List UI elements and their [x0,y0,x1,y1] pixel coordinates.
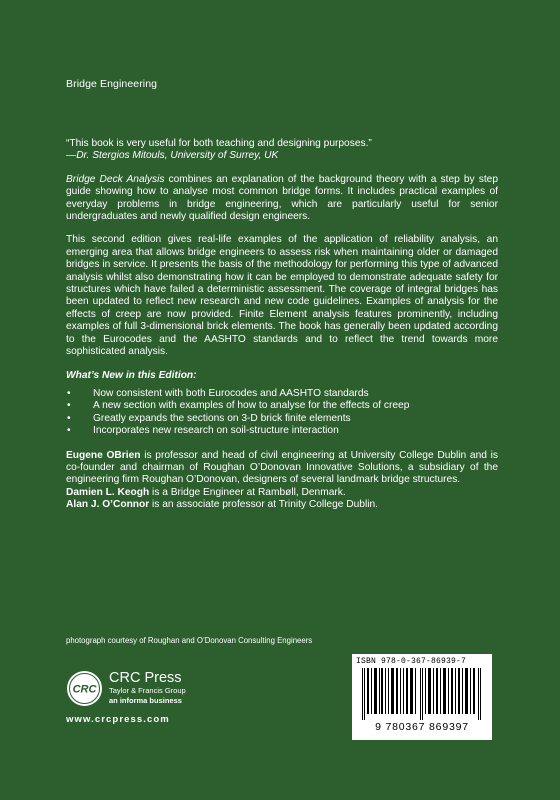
publisher-url: www.crcpress.com [66,714,170,725]
description-paragraph-1 [66,174,498,224]
bullet-icon: • [67,400,71,412]
description-paragraph-2: This second edition gives real-life examples of the application of reliability analysis, an emerging area that allows bridge engineers to assess risk when maintaining older or damaged bridges in service. It presents the basis of the methodology for performing this type of advanced analysis whilst also demonstrating how it can be employed to demonstrate adequate safety for structures which have failed a deterministic assessment. The coverage of integral bridges has been updated to reflect new research and new code guidelines. Examples of analysis for the effects of creep are now provided. Finite Element analysis features prominently, including examples of full 3-dimensional brick elements. The book has generally been updated according to the Eurocodes and the AASHTO standards and to reflect the trend towards more sophisticated analysis. [66,234,498,358]
publisher-tagline: an informa business [109,696,182,705]
crc-logo-icon [66,670,103,707]
list-item [66,400,498,412]
book-title-italic: Bridge Deck Analysis [66,173,165,185]
author-bio-text: is professor and head of civil engineering at University College Dublin and is co-founder and chairman of Roughan O’Donovan Innovative Solutions, a subsidiary of the engineering firm Roughan O’Donovan, designers of several landmark bridge structures. [66,449,499,486]
list-item-text: A new section with examples of how to analyse for the effects of creep [93,400,410,412]
list-item [66,413,498,425]
publisher-group: Taylor & Francis Group [109,686,186,695]
bullet-icon: • [67,412,71,424]
author-name: Alan J. O’Connor [66,499,150,511]
quote-text: “This book is very useful for both teaching and designing purposes.” [66,138,372,149]
author-name: Damien L. Keogh [66,486,150,498]
author-bio-text: is an associate professor at Trinity College Dublin. [149,499,378,511]
whats-new-heading: What’s New in this Edition: [66,369,197,381]
author-bio-text: is a Bridge Engineer at Rambøll, Denmark. [149,486,346,498]
barcode-bars [356,668,488,720]
list-item [66,388,498,400]
publisher-name: CRC Press [109,670,182,686]
subject-category: Bridge Engineering [66,78,158,90]
logo-letters: CRC [72,683,97,696]
author-bio [66,450,498,487]
author-bio [66,487,498,499]
list-item [66,425,498,437]
barcode [352,654,492,740]
blurb [66,138,498,512]
photo-credit: photograph courtesy of Roughan and O’Donovan Consulting Engineers [66,636,313,645]
list-item-text: Incorporates new research on soil-structure interaction [93,425,339,437]
whats-new-list [66,388,498,438]
author-name: Eugene OBrien [66,449,141,461]
barcode-number: 9 780367 869397 [375,721,469,733]
description-text-1: combines an explanation of the background theory with a step by step guide showing how to analyse most common bridge forms. It includes practical examples of everyday problems in bridge engineering, which are particularly useful for senior undergraduates and newly qualified design engineers. [66,173,498,223]
author-bio [66,499,498,511]
author-bios [66,450,498,512]
publisher-text [109,670,186,706]
list-item-text: Now consistent with both Eurocodes and AASHTO standards [93,387,369,399]
spine-edge [535,0,560,800]
endorsement-quote [66,138,498,163]
bullet-icon: • [67,387,71,399]
isbn-text: ISBN 978-0-367-86939-7 [356,657,467,666]
list-item-text: Greatly expands the sections on 3-D brick finite elements [93,412,351,424]
quote-attribution: —Dr. Stergios Mitouls, University of Surrey, UK [66,150,279,162]
publisher-logo [66,668,226,728]
bullet-icon: • [67,425,71,437]
